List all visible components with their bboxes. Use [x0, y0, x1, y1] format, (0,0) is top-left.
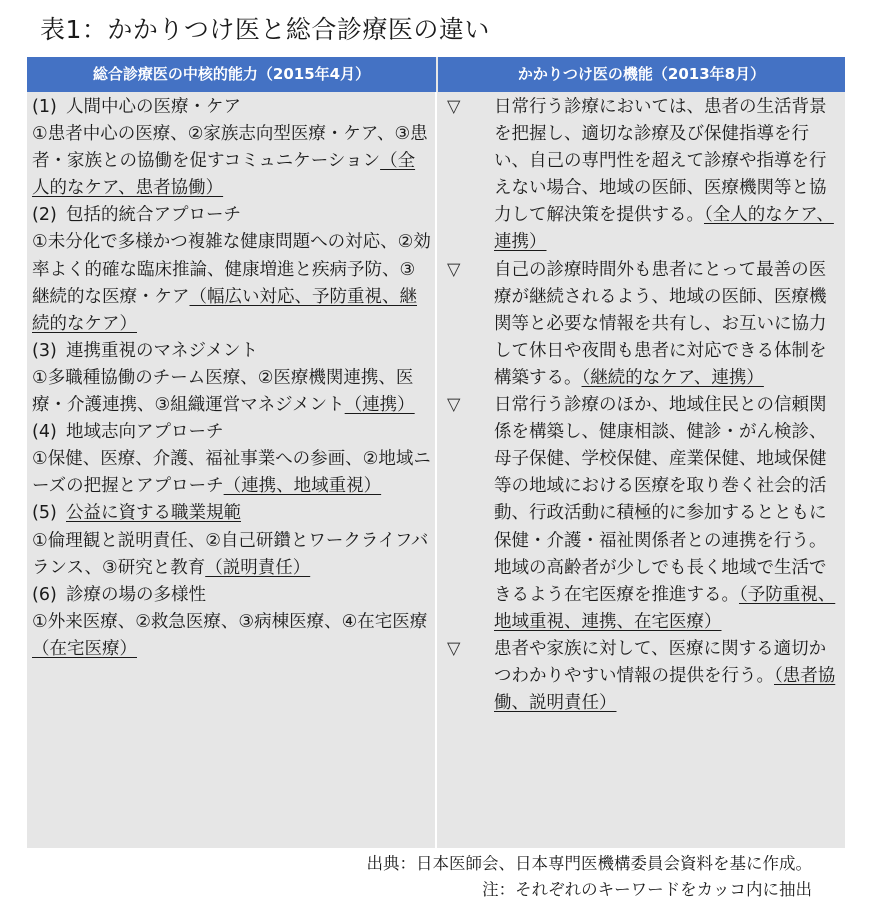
item-heading-text: 診療の場の多様性 — [66, 584, 206, 605]
header-left: 総合診療医の中核的能力（2015年4月） — [27, 57, 436, 92]
list-item — [32, 94, 432, 202]
item-number: (4) — [32, 422, 57, 443]
list-item — [32, 338, 432, 419]
item-number: (3) — [32, 340, 57, 361]
item-body — [32, 229, 432, 337]
list-item — [445, 257, 842, 392]
item-body — [494, 257, 842, 392]
item-keywords: （継続的なケア、連携） — [581, 367, 764, 388]
item-description: ①外来医療、②救急医療、③病棟医療、④在宅医療 — [32, 611, 428, 632]
triangle-marker: ▽ — [447, 395, 461, 416]
item-body — [494, 94, 842, 257]
list-item — [32, 582, 432, 663]
list-item — [445, 392, 842, 636]
item-keywords: （予防重視、地域重視、連携、在宅医療） — [494, 584, 836, 632]
triangle-marker: ▽ — [447, 97, 461, 117]
column-divider — [435, 92, 437, 848]
item-heading — [32, 500, 432, 527]
item-keywords: （説明責任） — [205, 557, 311, 578]
item-heading — [32, 94, 432, 121]
item-heading-text: 包括的統合アプローチ — [66, 205, 241, 226]
item-description: ①未分化で多様かつ複雑な健康問題への対応、②効率よく的確な臨床推論、健康増進と疾病予防、③継続的な医療・ケア — [32, 232, 431, 307]
triangle-marker: ▽ — [447, 638, 461, 659]
item-description: ①多職種協働のチーム医療、②医療機関連携、医療・介護連携、③組織運営マネジメント — [32, 367, 414, 416]
footnote: 注：それぞれのキーワードをカッコ内に抽出 — [482, 880, 812, 899]
item-body — [32, 528, 432, 582]
item-keywords: （連携） — [344, 395, 415, 416]
item-body — [32, 121, 432, 202]
list-item — [445, 94, 842, 257]
item-description: 患者や家族に対して、医療に関する適切かつわかりやすい情報の提供を行う。 — [494, 638, 827, 686]
item-heading-text: 公益に資する職業規範 — [66, 503, 241, 524]
item-keywords: （連携、地域重視） — [223, 476, 382, 497]
item-number: (6) — [32, 584, 57, 605]
item-heading — [32, 582, 432, 609]
right-column — [445, 94, 842, 717]
item-keywords: （在宅医療） — [32, 638, 137, 659]
item-heading-text: 連携重視のマネジメント — [66, 340, 258, 361]
item-heading-text: 地域志向アプローチ — [66, 422, 224, 443]
list-item — [32, 202, 432, 337]
item-heading — [32, 338, 432, 365]
item-body — [32, 365, 432, 419]
list-item — [32, 419, 432, 500]
item-description: 日常行う診療においては、患者の生活背景を把握し、適切な診療及び保健指導を行い、自己の専門性を超えて診療や指導を行えない場合、地域の医師、医療機関等と協力して解決策を提供する。 — [494, 97, 827, 226]
item-heading — [32, 419, 432, 446]
header-right: かかりつけ医の機能（2013年8月） — [438, 57, 845, 92]
item-body — [32, 609, 432, 663]
item-number: (5) — [32, 503, 57, 524]
item-number: (1) — [32, 97, 57, 117]
item-body — [32, 446, 432, 500]
item-heading-text: 人間中心の医療・ケア — [66, 97, 241, 117]
item-keywords: （患者協働、説明責任） — [494, 665, 836, 714]
item-heading — [32, 202, 432, 229]
table-title: 表1：かかりつけ医と総合診療医の違い — [40, 15, 490, 44]
item-description: ①保健、医療、介護、福祉事業への参画、②地域ニーズの把握とアプローチ — [32, 449, 431, 497]
item-keywords: （全人的なケア、連携） — [494, 205, 834, 253]
comparison-table — [27, 57, 845, 848]
triangle-marker: ▽ — [447, 259, 461, 280]
item-keywords: （全人的なケア、患者協働） — [32, 151, 416, 199]
source-note: 出典：日本医師会、日本専門医機構委員会資料を基に作成。 — [366, 854, 812, 873]
item-description: 自己の診療時間外も患者にとって最善の医療が継続されるよう、地域の医師、医療機関等と必要な情報を共有し、お互いに協力して休日や夜間も患者に対応できる体制を構築する。 — [494, 259, 827, 388]
left-column — [32, 94, 432, 663]
item-body — [494, 392, 842, 636]
item-description: ①患者中心の医療、②家族志向型医療・ケア、③患者・家族との協働を促すコミュニケーション — [32, 124, 428, 172]
item-description: 日常行う診療のほか、地域住民との信頼関係を構築し、健康相談、健診・がん検診、母子保健、学校保健、産業保健、地域保健等の地域における医療を取り巻く社会的活動、行政活動に積極的に参加するとともに保健・介護・福祉関係者との連携を行う。地域の高齢者が少しでも長く地域で生活できるよう在宅医療を推進する。 — [494, 395, 827, 605]
item-body — [494, 636, 842, 717]
item-description: ①倫理観と説明責任、②自己研鑽とワークライフバランス、③研究と教育 — [32, 530, 429, 578]
item-keywords: （幅広い対応、予防重視、継続的なケア） — [32, 286, 417, 334]
list-item — [445, 636, 842, 717]
list-item — [32, 500, 432, 581]
item-number: (2) — [32, 205, 57, 226]
